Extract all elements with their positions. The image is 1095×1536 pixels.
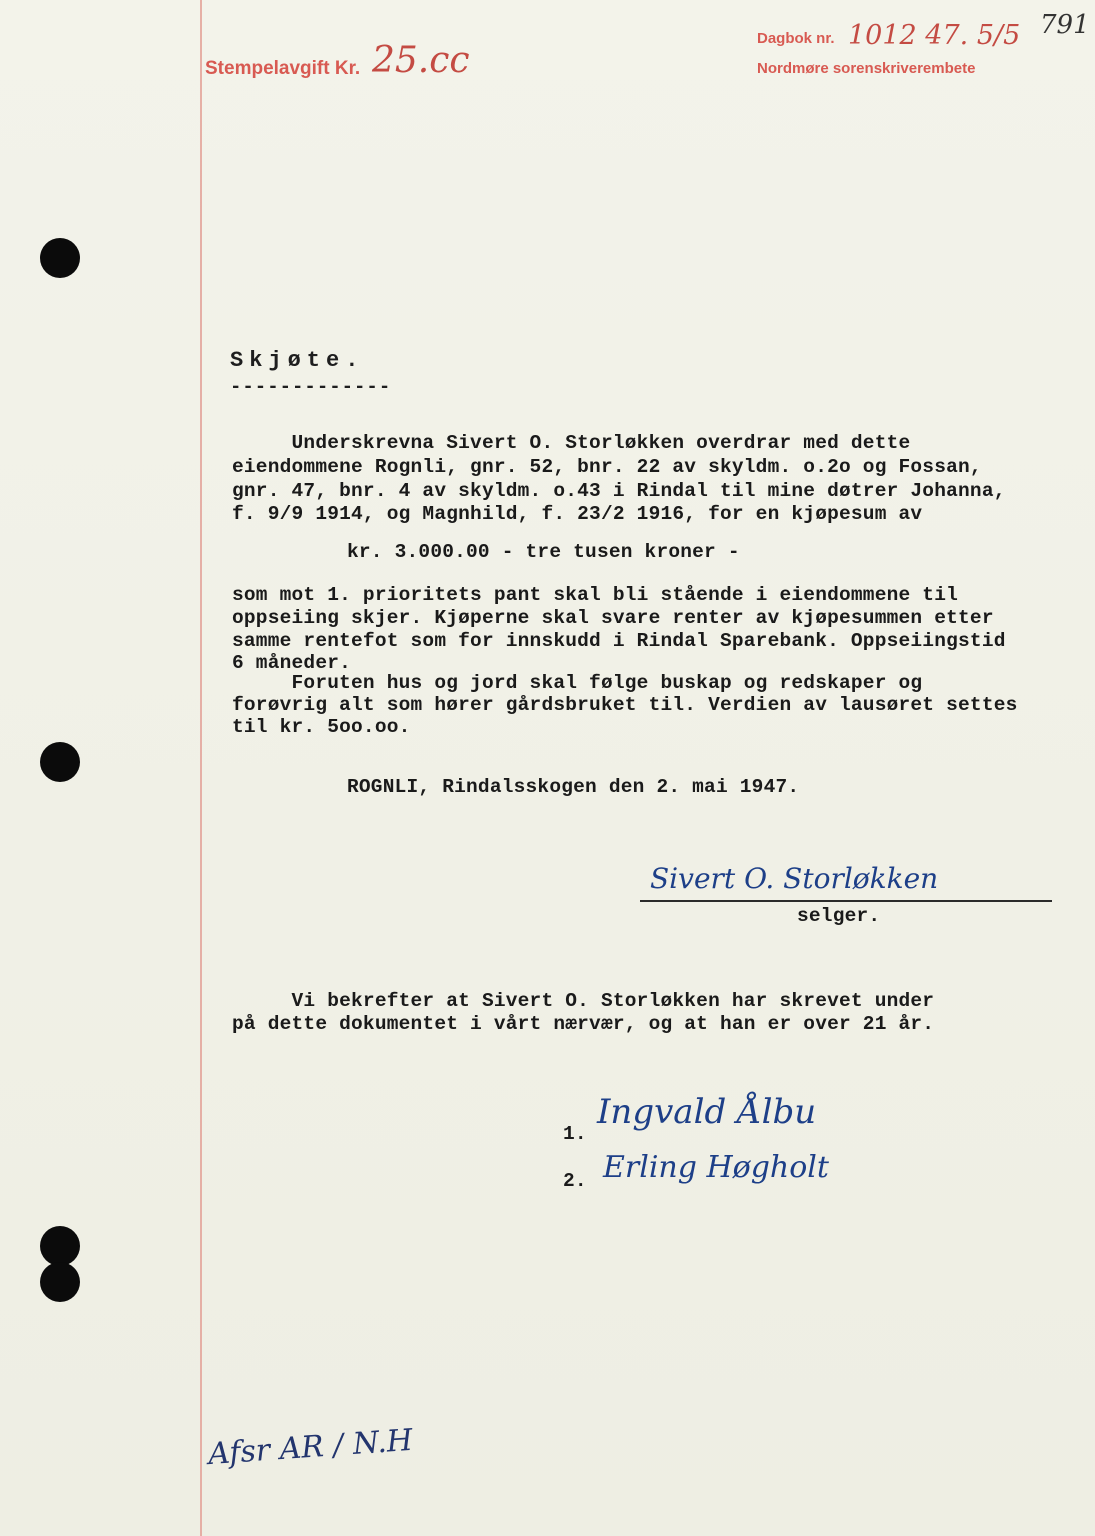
body-line: til kr. 5oo.oo.: [232, 716, 411, 738]
title-underline: -------------: [230, 376, 392, 398]
fee-amount: 25.cc: [372, 40, 470, 81]
place-date: ROGNLI, Rindalsskogen den 2. mai 1947.: [347, 776, 800, 798]
dagbok-label: Dagbok nr.: [757, 30, 835, 47]
margin-line: [200, 0, 202, 1536]
punch-hole: [40, 238, 80, 278]
body-line: f. 9/9 1914, og Magnhild, f. 23/2 1916, for en kjøpesum av: [232, 503, 923, 525]
amount-line: kr. 3.000.00 - tre tusen kroner -: [347, 541, 740, 563]
body-line: forøvrig alt som hører gårdsbruket til. Verdien av lausøret settes: [232, 694, 1018, 716]
body-line: Underskrevna Sivert O. Storløkken overdrar med dette: [232, 432, 911, 454]
witness-signature: Ingvald Ålbu: [597, 1092, 817, 1132]
punch-hole: [40, 1226, 80, 1266]
fee-stamp-label: Stempelavgift Kr.: [205, 58, 361, 79]
witness-statement-line: Vi bekrefter at Sivert O. Storløkken har skrevet under: [232, 990, 935, 1012]
seller-role: selger.: [797, 905, 881, 927]
seller-signature: Sivert O. Storløkken: [650, 862, 939, 895]
body-line: Foruten hus og jord skal følge buskap og redskaper og: [232, 672, 923, 694]
punch-hole: [40, 742, 80, 782]
body-line: samme rentefot som for innskudd i Rindal Sparebank. Oppseiingstid: [232, 630, 1006, 652]
body-line: som mot 1. prioritets pant skal bli stående i eiendommene til: [232, 584, 959, 606]
punch-hole: [40, 1262, 80, 1302]
body-line: eiendommene Rognli, gnr. 52, bnr. 22 av skyldm. o.2o og Fossan,: [232, 456, 982, 478]
witness-number: 2.: [563, 1170, 587, 1192]
page-number: 791: [1040, 10, 1090, 40]
signature-line: [640, 900, 1052, 902]
witness-number: 1.: [563, 1123, 587, 1145]
body-line: oppseiing skjer. Kjøperne skal svare renter av kjøpesummen etter: [232, 607, 994, 629]
office-stamp: Nordmøre sorenskriverembete: [757, 60, 976, 77]
document-title: Skjøte.: [230, 348, 365, 373]
body-line: gnr. 47, bnr. 4 av skyldm. o.43 i Rindal til mine døtrer Johanna,: [232, 480, 1006, 502]
body-line: 6 måneder.: [232, 652, 352, 674]
dagbok-handwritten: 1012 47. 5/5: [848, 20, 1021, 51]
witness-signature: Erling Høgholt: [603, 1150, 829, 1185]
footer-note: Afsr AR / N.H: [207, 1422, 414, 1473]
witness-statement-line: på dette dokumentet i vårt nærvær, og at han er over 21 år.: [232, 1013, 935, 1035]
